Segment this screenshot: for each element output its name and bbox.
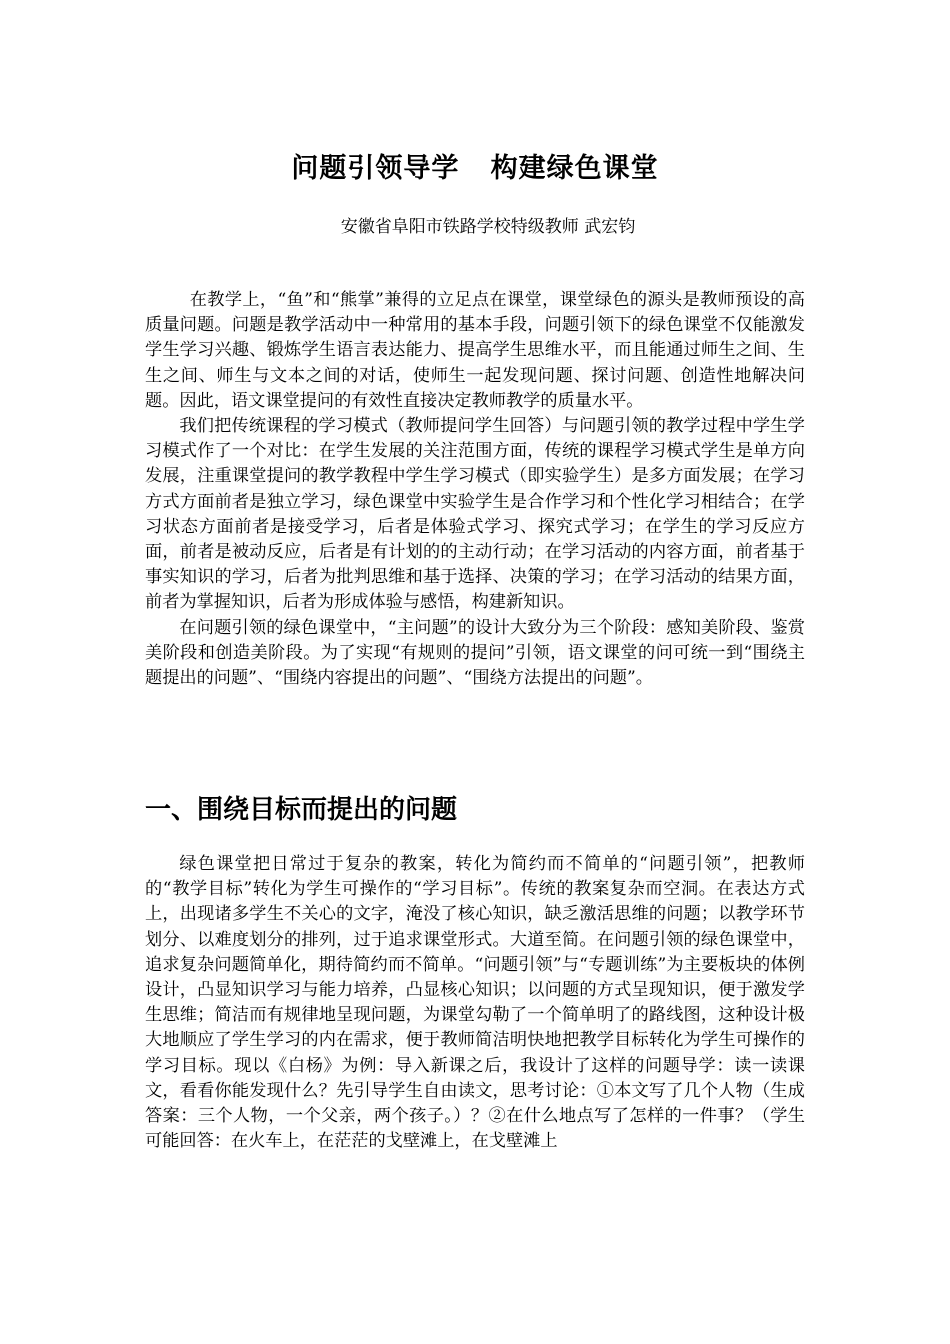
section-paragraph: 绿色课堂把日常过于复杂的教案，转化为简约而不简单的“问题引领”，把教师的“教学目标”转化为学生可操作的“学习目标”。传统的教案复杂而空洞。在表达方式上，出现诸多学生不关心的文字，淹没了核心知识，缺乏激活思维的问题；以教学环节划分、以难度划分的排列，过于追求课堂形式。大道至简。在问题引领的绿色课堂中，追求复杂问题简单化，期待简约而不简单。“问题引领”与“专题训练”为主要板块的体例设计，凸显知识学习与能力培养，凸显核心知识；以问题的方式呈现知识，便于激发学生思维；简洁而有规律地呈现问题，为课堂勾勒了一个简单明了的路线图，这种设计极大地顺应了学生学习的内在需求，便于教师简洁明快地把教学目标转化为学生可操作的学习目标。现以《白杨》为例：导入新课之后，我设计了这样的问题导学：读一读课文，看看你能发现什么？先引导学生自由读文，思考讨论：①本文写了几个人物（生成答案：三个人物，一个父亲，两个孩子。）？②在什么地点写了怎样的一件事？（学生可能回答：在火车上，在茫茫的戈壁滩上，在戈壁滩上 — [145, 854, 805, 1152]
intro-paragraph-2: 我们把传统课程的学习模式（教师提问学生回答）与问题引领的教学过程中学生学习模式作了一个对比：在学生发展的关注范围方面，传统的课程学习模式学生是单方向发展，注重课堂提问的教学教程中学生学习模式（即实验学生）是多方面发展；在学习方式方面前者是独立学习，绿色课堂中实验学生是合作学习和个性化学习相结合；在学习状态方面前者是接受学习，后者是体验式学习、探究式学习；在学生的学习反应方面，前者是被动反应，后者是有计划的的主动行动；在学习活动的内容方面，前者基于事实知识的学习，后者为批判思维和基于选择、决策的学习；在学习活动的结果方面，前者为掌握知识，后者为形成体验与感悟，构建新知识。 — [145, 416, 805, 613]
intro-paragraph-1: 在教学上，“鱼”和“熊掌”兼得的立足点在课堂，课堂绿色的源头是教师预设的高质量问题。问题是教学活动中一种常用的基本手段，问题引领下的绿色课堂不仅能激发学生学习兴趣、锻炼学生语言表达能力、提高学生思维水平，而且能通过师生之间、生生之间、师生与文本之间的对话，使师生一起发现问题、探讨问题、创造性地解决问题。因此，语文课堂提问的有效性直接决定教师教学的质量水平。 — [145, 290, 805, 411]
intro-paragraph-3: 在问题引领的绿色课堂中，“主问题”的设计大致分为三个阶段：感知美阶段、鉴赏美阶段和创造美阶段。为了实现“有规则的提问”引领，语文课堂的问可统一到“围绕主题提出的问题”、“围绕内容提出的问题”、“围绕方法提出的问题”。 — [145, 617, 805, 689]
intro-section — [145, 288, 805, 691]
document-title: 问题引领导学 构建绿色课堂 — [291, 153, 659, 184]
section-body — [145, 852, 805, 1154]
author-byline: 安徽省阜阳市铁路学校特级教师 武宏钧 — [340, 217, 636, 237]
section-heading: 一、围绕目标而提出的问题 — [145, 795, 458, 825]
